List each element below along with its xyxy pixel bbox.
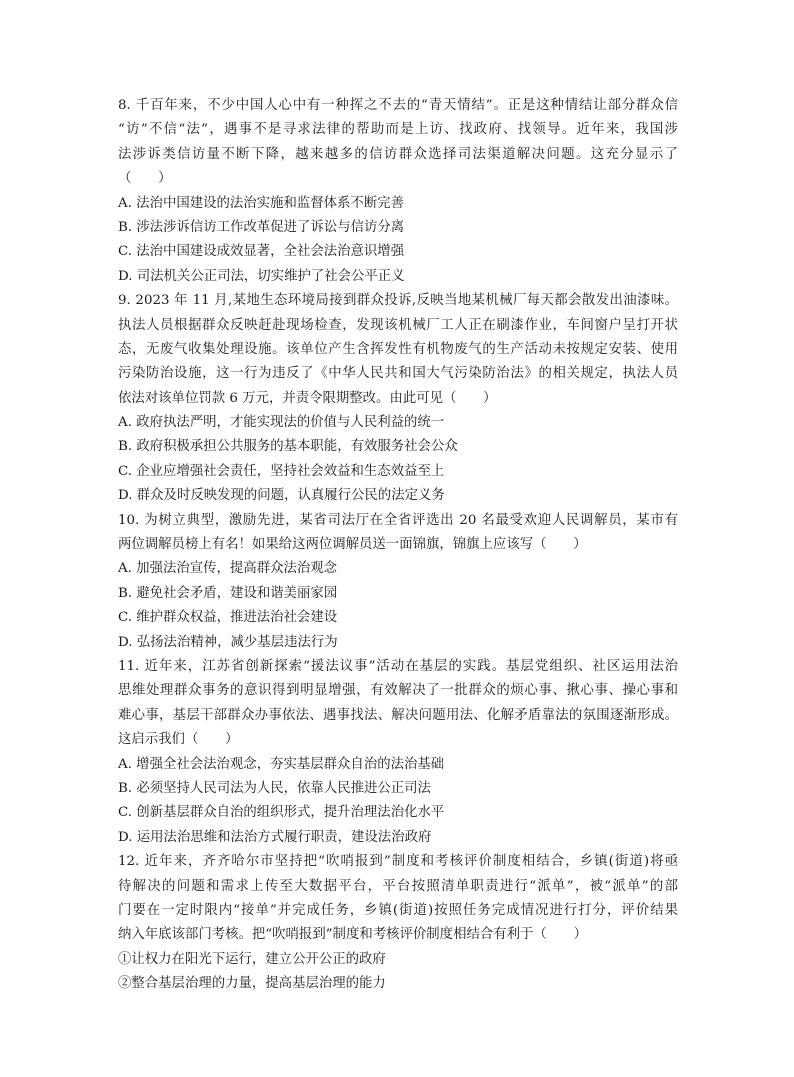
question-stem-line: 两位调解员榜上有名！如果给这两位调解员送一面锦旗，锦旗上应该写（ ） — [118, 537, 587, 553]
question-stem-line: 9. 2023 年 11 月,某地生态环境局接到群众投诉,反映当地某机械厂每天都会散发出油漆味。 — [118, 293, 678, 309]
option-d: D. 群众及时反映发现的问题，认真履行公民的法定义务 — [118, 488, 445, 504]
option-a: A. 政府执法严明，才能实现法的价值与人民利益的统一 — [118, 415, 445, 431]
option-d: D. 弘扬法治精神，减少基层违法行为 — [118, 634, 338, 650]
option-b: B. 政府积极承担公共服务的基本职能，有效服务社会公众 — [118, 439, 458, 455]
option-c: C. 企业应增强社会责任，坚持社会效益和生态效益至上 — [118, 463, 445, 479]
option-b: B. 涉法涉诉信访工作改革促进了诉讼与信访分离 — [118, 219, 405, 235]
statement-2: ②整合基层治理的力量，提高基层治理的能力 — [118, 976, 386, 992]
question-stem-line: 难心事，基层干部群众办事依法、遇事找法、解决问题用法、化解矛盾靠法的氛围逐渐形成。 — [118, 707, 678, 723]
question-stem-line: 态，无废气收集处理设施。该单位产生含挥发性有机物废气的生产活动未按规定安装、使用 — [118, 341, 678, 357]
option-d: D. 司法机关公正司法，切实维护了社会公平正义 — [118, 268, 405, 284]
answer-bracket: （ ） — [118, 171, 172, 187]
option-c: C. 法治中国建设成效显著，全社会法治意识增强 — [118, 244, 405, 260]
question-stem-line: 10. 为树立典型，激励先进，某省司法厅在全省评选出 20 名最受欢迎人民调解员，某市有 — [118, 512, 678, 528]
question-stem-line: 门要在一定时限内“接单”并完成任务，乡镇(街道)按照任务完成情况进行打分，评价结果 — [118, 902, 678, 918]
option-b: B. 必须坚持人民司法为人民，依靠人民推进公正司法 — [118, 780, 431, 796]
statement-1: ①让权力在阳光下运行，建立公开公正的政府 — [118, 951, 386, 967]
question-stem-line: 待解决的问题和需求上传至大数据平台，平台按照清单职责进行“派单”，被“派单”的部 — [118, 878, 678, 894]
option-d: D. 运用法治思维和法治方式履行职责，建设法治政府 — [118, 829, 432, 845]
option-c: C. 维护群众权益，推进法治社会建设 — [118, 610, 338, 626]
question-stem-line: “访”不信“法”，遇事不是寻求法律的帮助而是上访、找政府、找领导。近年来，我国涉 — [118, 122, 678, 138]
option-a: A. 增强全社会法治观念，夯实基层群众自治的法治基础 — [118, 756, 445, 772]
question-11 — [118, 655, 678, 850]
question-stem-line: 12. 近年来，齐齐哈尔市坚持把“吹哨报到”制度和考核评价制度相结合，乡镇(街道)将亟 — [118, 854, 678, 870]
question-stem-line: 法涉诉类信访量不断下降，越来越多的信访群众选择司法渠道解决问题。这充分显示了 — [118, 146, 678, 162]
option-b: B. 避免社会矛盾，建设和谐美丽家园 — [118, 585, 338, 601]
question-stem-line: 11. 近年来，江苏省创新探索“援法议事”活动在基层的实践。基层党组织、社区运用法治 — [118, 658, 678, 674]
question-stem-line: 这启示我们（ ） — [118, 732, 239, 748]
question-stem-line: 思维处理群众事务的意识得到明显增强，有效解决了一批群众的烦心事、揪心事、操心事和 — [118, 683, 678, 699]
question-stem-line: 执法人员根据群众反映赶赴现场检查，发现该机械厂工人正在刷漆作业，车间窗户呈打开状 — [118, 317, 678, 333]
option-a: A. 加强法治宣传，提高群众法治观念 — [118, 561, 338, 577]
option-a: A. 法治中国建设的法治实施和监督体系不断完善 — [118, 195, 404, 211]
question-stem-line: 8. 千百年来，不少中国人心中有一种挥之不去的“青天情结”。正是这种情结让部分群众信 — [118, 98, 678, 113]
exam-page — [118, 94, 678, 996]
question-10 — [118, 509, 678, 655]
question-8 — [118, 94, 678, 289]
option-c: C. 创新基层群众自治的组织形式，提升治理法治化水平 — [118, 805, 445, 821]
question-stem-line: 污染防治设施，这一行为违反了《中华人民共和国大气污染防治法》的相关规定，执法人员 — [118, 366, 678, 382]
question-stem-line: 纳入年底该部门考核。把“吹哨报到”制度和考核评价制度相结合有利于（ ） — [118, 927, 587, 943]
question-stem-line: 依法对该单位罚款 6 万元，并责令限期整改。由此可见（ ） — [118, 390, 497, 406]
question-12 — [118, 850, 678, 996]
question-9 — [118, 289, 678, 509]
